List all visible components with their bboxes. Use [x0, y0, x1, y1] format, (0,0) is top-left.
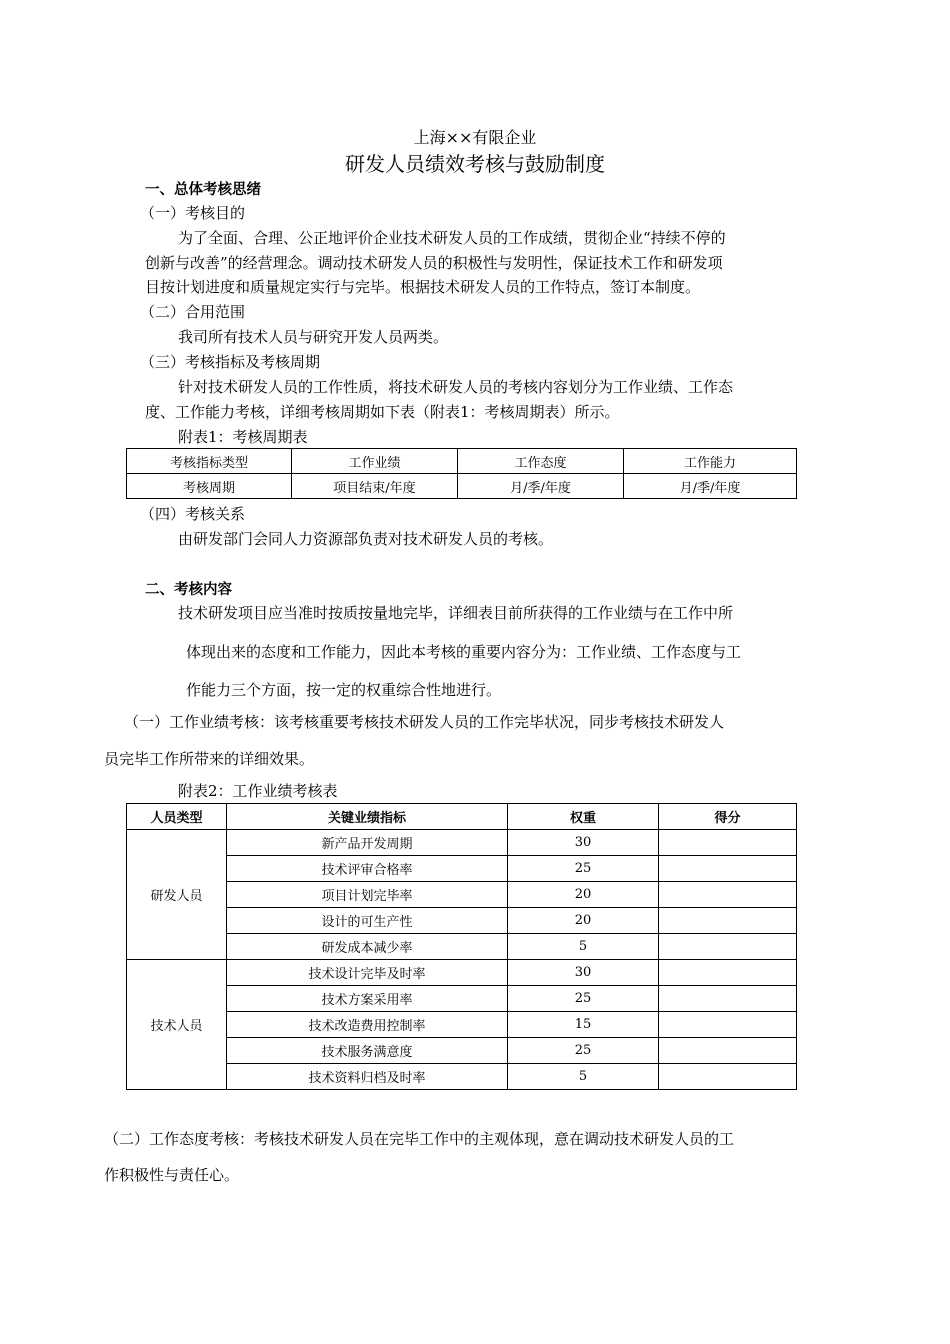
table-cell: 工作能力: [624, 449, 797, 474]
section1-p2: 我司所有技术人员与研究开发人员两类。: [178, 328, 449, 346]
section2-p1-line1: 技术研发项目应当准时按质按量地完毕，详细表目前所获得的工作业绩与在工作中所: [178, 604, 734, 622]
table-cell: 项目结束/年度: [292, 474, 458, 499]
kpi-cell: 技术方案采用率: [227, 986, 508, 1012]
kpi-cell: 技术资料归档及时率: [227, 1064, 508, 1090]
score-cell: [659, 934, 797, 960]
table-row: [127, 1038, 797, 1064]
personnel-type-cell: 技术人员: [127, 960, 227, 1090]
table-header-cell: 关键业绩指标: [227, 804, 508, 830]
section1-heading: 一、总体考核思绪: [145, 182, 261, 198]
section2-sub2-line2: 作积极性与责任心。: [104, 1166, 240, 1184]
kpi-cell: 设计的可生产性: [227, 908, 508, 934]
weight-cell: 20: [508, 908, 659, 934]
table-cell: 工作态度: [458, 449, 624, 474]
table-row: [127, 856, 797, 882]
weight-cell: 25: [508, 856, 659, 882]
table-header-cell: 得分: [659, 804, 797, 830]
weight-cell: 30: [508, 830, 659, 856]
table-row: [127, 986, 797, 1012]
weight-cell: 25: [508, 1038, 659, 1064]
kpi-cell: 项目计划完毕率: [227, 882, 508, 908]
score-cell: [659, 1064, 797, 1090]
personnel-type-cell: 研发人员: [127, 830, 227, 960]
kpi-cell: 研发成本减少率: [227, 934, 508, 960]
table-row: [127, 960, 797, 986]
section1-sub3: （三）考核指标及考核周期: [140, 353, 321, 371]
weight-cell: 30: [508, 960, 659, 986]
table-row: [127, 1064, 797, 1090]
table-row: [127, 1012, 797, 1038]
table-row: [127, 908, 797, 934]
table-row: [127, 830, 797, 856]
period-table-header-row: [127, 449, 797, 474]
section2-sub1-line2: 员完毕工作所带来的详细效果。: [104, 750, 315, 768]
weight-cell: 20: [508, 882, 659, 908]
section1-p4: 由研发部门会同人力资源部负责对技术研发人员的考核。: [178, 530, 554, 548]
table-cell: 考核周期: [127, 474, 292, 499]
kpi-cell: 技术设计完毕及时率: [227, 960, 508, 986]
score-cell: [659, 856, 797, 882]
score-cell: [659, 882, 797, 908]
weight-cell: 5: [508, 934, 659, 960]
score-cell: [659, 908, 797, 934]
performance-table-header-row: [127, 804, 797, 830]
score-cell: [659, 960, 797, 986]
company-name: 上海××有限企业: [413, 128, 537, 147]
kpi-cell: 技术服务满意度: [227, 1038, 508, 1064]
table-row: [127, 882, 797, 908]
section2-p1-line2: 体现出来的态度和工作能力，因此本考核的重要内容分为：工作业绩、工作态度与工: [186, 643, 742, 661]
weight-cell: 25: [508, 986, 659, 1012]
score-cell: [659, 1038, 797, 1064]
section1-sub2: （二）合用范围: [140, 303, 246, 321]
table1-caption: 附表1：考核周期表: [178, 428, 308, 446]
kpi-cell: 技术改造费用控制率: [227, 1012, 508, 1038]
score-cell: [659, 986, 797, 1012]
table2-caption: 附表2：工作业绩考核表: [178, 782, 338, 800]
section1-p1-line3: 目按计划进度和质量规定实行与完毕。根据技术研发人员的工作特点，签订本制度。: [145, 278, 701, 296]
kpi-cell: 技术评审合格率: [227, 856, 508, 882]
period-table: [126, 448, 797, 499]
table-header-cell: 权重: [508, 804, 659, 830]
period-table-row: [127, 474, 797, 499]
performance-table: [126, 803, 797, 1090]
section1-sub4: （四）考核关系: [140, 505, 246, 523]
section1-p3-line1: 针对技术研发人员的工作性质，将技术研发人员的考核内容划分为工作业绩、工作态: [178, 378, 734, 396]
table-cell: 月/季/年度: [624, 474, 797, 499]
score-cell: [659, 1012, 797, 1038]
table-cell: 月/季/年度: [458, 474, 624, 499]
weight-cell: 5: [508, 1064, 659, 1090]
section2-sub2-line1: （二）工作态度考核：考核技术研发人员在完毕工作中的主观体现，意在调动技术研发人员的工: [104, 1130, 735, 1148]
kpi-cell: 新产品开发周期: [227, 830, 508, 856]
section1-p1-line1: 为了全面、合理、公正地评价企业技术研发人员的工作成绩，贯彻企业“持续不停的: [178, 229, 726, 247]
section2-heading: 二、考核内容: [145, 582, 232, 598]
score-cell: [659, 830, 797, 856]
table-cell: 工作业绩: [292, 449, 458, 474]
table-cell: 考核指标类型: [127, 449, 292, 474]
section2-sub1-line1: （一）工作业绩考核：该考核重要考核技术研发人员的工作完毕状况，同步考核技术研发人: [124, 713, 725, 731]
document-title: 研发人员绩效考核与鼓励制度: [345, 152, 605, 176]
section1-sub1: （一）考核目的: [140, 204, 246, 222]
table-header-cell: 人员类型: [127, 804, 227, 830]
section1-p1-line2: 创新与改善”的经营理念。调动技术研发人员的积极性与发明性，保证技术工作和研发项: [145, 254, 723, 272]
weight-cell: 15: [508, 1012, 659, 1038]
table-row: [127, 934, 797, 960]
section1-p3-line2: 度、工作能力考核，详细考核周期如下表（附表1：考核周期表）所示。: [145, 403, 620, 421]
section2-p1-line3: 作能力三个方面，按一定的权重综合性地进行。: [186, 681, 502, 699]
